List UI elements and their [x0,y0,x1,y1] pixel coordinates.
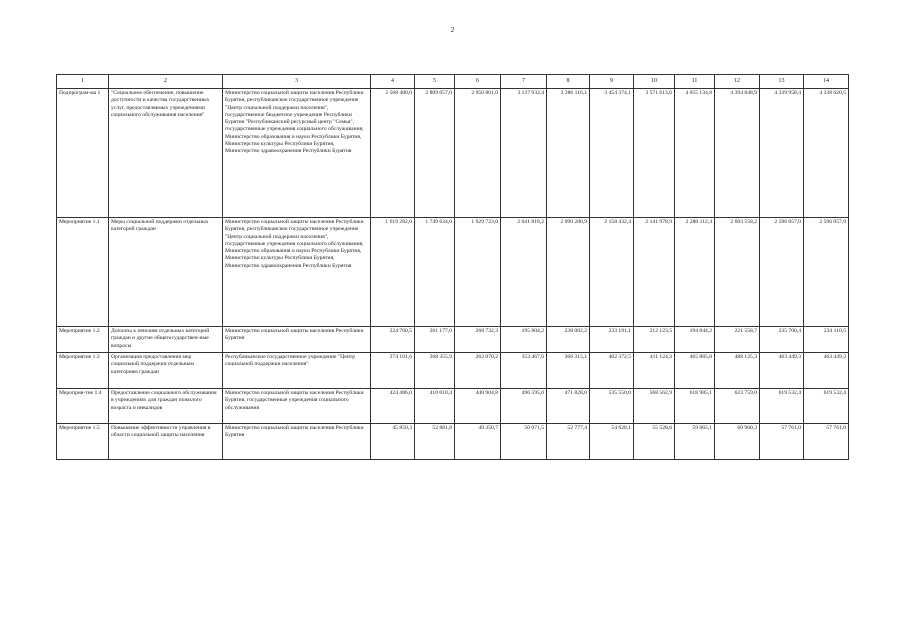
column-header: 6 [455,75,501,89]
row-executor: Министерство социальной защиты населения Республики Бурятия [223,327,371,353]
value-cell: 3 286 116,1 [547,89,590,218]
value-cell: 2 568 480,0 [371,89,415,218]
value-cell: 60 960,3 [715,424,760,460]
value-cell: 52 777,4 [547,424,590,460]
value-cell: 52 881,8 [415,424,455,460]
row-code: Мероприятие 1.3 [57,353,109,389]
value-cell: 221 558,7 [715,327,760,353]
row-code: Мероприятие 1.2 [57,327,109,353]
column-header: 9 [590,75,634,89]
column-header: 5 [415,75,455,89]
column-header: 8 [547,75,590,89]
value-cell: 463 449,3 [804,353,849,389]
value-cell: 1 749 634,0 [415,218,455,327]
table-row [57,218,849,327]
column-header: 3 [223,75,371,89]
value-cell: 1 619 282,0 [371,218,415,327]
value-cell: 496 595,0 [501,389,547,424]
value-cell: 54 628,1 [590,424,634,460]
row-name: Меры социальной поддержки отдельных категорий граждан [109,218,223,327]
value-cell: 353 467,6 [501,353,547,389]
value-cell: 268 355,9 [415,353,455,389]
value-cell: 262 070,2 [455,353,501,389]
value-cell: 463 449,3 [760,353,804,389]
row-code: Мероприятие 1.5 [57,424,109,460]
row-code: Подпрограм-ма 1 [57,89,109,218]
row-executor: Министерство социальной защиты населения Республики Бурятия, республиканское государственное учреждение "Центр социальной поддержки населения", государственные учреждения социального обслуживания, Министерство образования и науки Республики Бурятия, Министерство культуры Республики Бурятия, Министерство здравоохранения Республики Бурятия [223,218,371,327]
value-cell: 4 339 958,4 [760,89,804,218]
value-cell: 2 596 057,0 [760,218,804,327]
value-cell: 366 315,1 [547,353,590,389]
row-executor: Республиканское государственное учреждение "Центр социальной поддержки населения" [223,353,371,389]
column-header: 7 [501,75,547,89]
value-cell: 4 394 848,9 [715,89,760,218]
value-cell: 261 177,0 [415,327,455,353]
value-cell: 2 158 432,4 [590,218,634,327]
budget-table [56,74,849,460]
value-cell: 619 532,4 [760,389,804,424]
value-cell: 471 828,0 [547,389,590,424]
value-cell: 2 809 057,0 [415,89,455,218]
table-row [57,389,849,424]
value-cell: 1 929 723,0 [455,218,501,327]
value-cell: 440 904,8 [455,389,501,424]
column-header: 4 [371,75,415,89]
value-cell: 2 603 558,2 [715,218,760,327]
value-cell: 224 760,5 [371,327,415,353]
value-cell: 238 082,2 [547,327,590,353]
value-cell: 50 071,5 [501,424,547,460]
column-header: 14 [804,75,849,89]
value-cell: 274 101,6 [371,353,415,389]
row-executor: Министерство социальной защиты населения Республики Бурятия, республиканское государственное учреждение "Центр социальной поддержки населения", государственное бюджетное учреждение Республики Бурятия "Республиканский ресурсный центр "Семья", государственные учреждения социального обслуживания, Министерство образования и науки Республики Бурятия, Министерство культуры Республики Бурятия, Министерство здравоохранения Республики Бурятия [223,89,371,218]
value-cell: 45 850,3 [371,424,415,460]
value-cell: 4 338 620,5 [804,89,849,218]
value-cell: 410 010,4 [415,389,455,424]
column-header: 12 [715,75,760,89]
row-name: Повышение эффективности управления в области социальной защиты населения [109,424,223,460]
row-name: "Социальное обеспечение, повышение доступности и качества государственных услуг, предоставляемых учреждениями социального обслуживания населения" [109,89,223,218]
value-cell: 212 123,5 [634,327,675,353]
row-name: Доплаты к пенсиям отдельных категорий граждан и другие общегосударствен-ные вопросы [109,327,223,353]
page-number: 2 [450,26,455,34]
table-row [57,327,849,353]
value-cell: 411 124,3 [634,353,675,389]
value-cell: 268 732,3 [455,327,501,353]
value-cell: 618 985,1 [675,389,715,424]
value-cell: 59 865,1 [675,424,715,460]
value-cell: 619 532,4 [804,389,849,424]
value-cell: 623 759,0 [715,389,760,424]
value-cell: 2 141 978,9 [634,218,675,327]
column-header: 13 [760,75,804,89]
value-cell: 2 596 057,0 [804,218,849,327]
value-cell: 2 280 112,4 [675,218,715,327]
table-row [57,424,849,460]
value-cell: 3 137 932,4 [501,89,547,218]
value-cell: 4 055 134,8 [675,89,715,218]
value-cell: 233 191,1 [590,327,634,353]
row-code: Мероприя-тие 1.4 [57,389,109,424]
header-row [57,75,849,89]
value-cell: 535 550,0 [590,389,634,424]
value-cell: 2 041 818,2 [501,218,547,327]
row-code: Мероприятие 1.1 [57,218,109,327]
value-cell: 2 090 280,9 [547,218,590,327]
table-row [57,353,849,389]
row-name: Предоставление социального обслуживания в учреждениях для граждан пожилого возраста и инвалидов [109,389,223,424]
column-header: 2 [109,75,223,89]
value-cell: 3 454 374,1 [590,89,634,218]
row-executor: Министерство социальной защиты населения Республики Бурятия [223,424,371,460]
value-cell: 2 950 801,0 [455,89,501,218]
value-cell: 55 528,6 [634,424,675,460]
row-executor: Министерство социальной защиты населения Республики Бурятия, государственные учреждения социального обслуживания [223,389,371,424]
column-header: 10 [634,75,675,89]
value-cell: 568 562,9 [634,389,675,424]
value-cell: 57 761,0 [804,424,849,460]
value-cell: 194 844,2 [675,327,715,353]
column-header: 11 [675,75,715,89]
value-cell: 465 885,8 [675,353,715,389]
value-cell: 488 125,3 [715,353,760,389]
table-row [57,89,849,218]
value-cell: 234 110,5 [804,327,849,353]
column-header: 1 [57,75,109,89]
value-cell: 424 486,0 [371,389,415,424]
value-cell: 57 761,0 [760,424,804,460]
value-cell: 402 372,5 [590,353,634,389]
value-cell: 195 804,2 [501,327,547,353]
value-cell: 49 350,7 [455,424,501,460]
value-cell: 235 700,4 [760,327,804,353]
row-name: Организация предоставления мер социальной поддержки отдельным категориям граждан [109,353,223,389]
value-cell: 3 571 613,6 [634,89,675,218]
